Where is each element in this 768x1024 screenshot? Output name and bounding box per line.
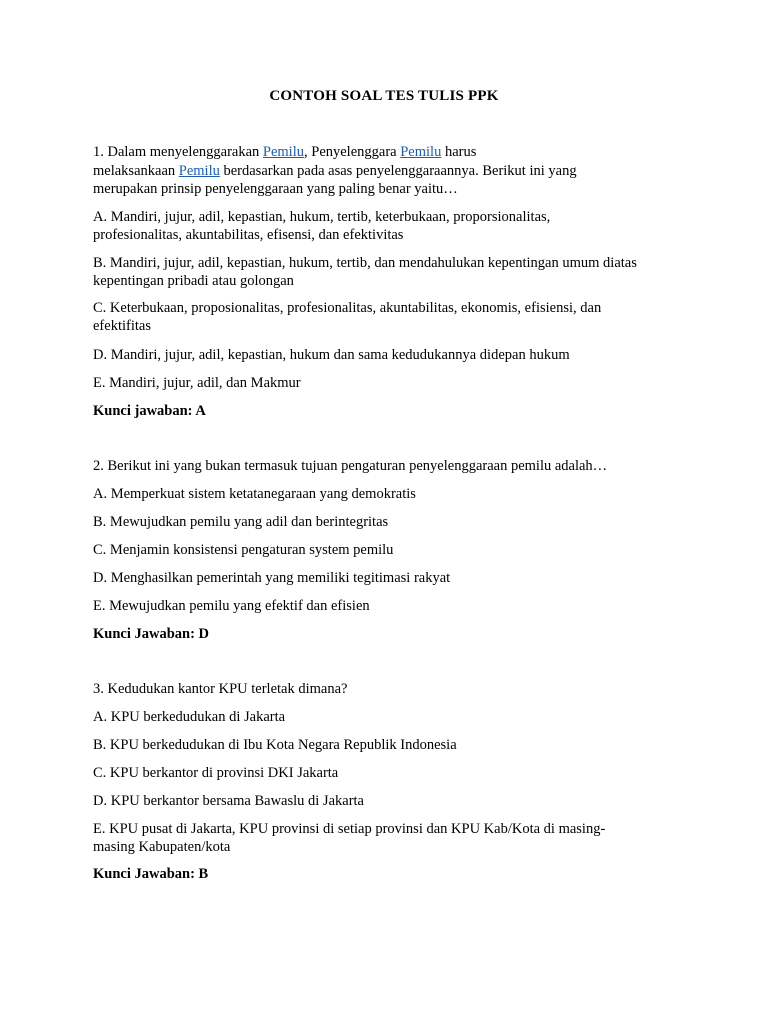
q3-option-b: B. KPU berkedudukan di Ibu Kota Negara Republik Indonesia <box>93 737 457 753</box>
q2-answer-key: Kunci Jawaban: D <box>93 626 210 642</box>
q2-option-b: B. Mewujudkan pemilu yang adil dan berintegritas <box>93 514 389 530</box>
q1-option-b: B. Mandiri, jujur, adil, kepastian, hukum, tertib, dan mendahulukan kepentingan umum diatas <box>93 255 637 271</box>
pemilu-link[interactable]: Pemilu <box>262 144 304 160</box>
page-title: CONTOH SOAL TES TULIS PPK <box>269 88 499 104</box>
q1-text-c: harus <box>441 144 477 160</box>
q1-option-a: A. Mandiri, jujur, adil, kepastian, hukum, tertib, keterbukaan, proporsionalitas, <box>93 209 551 225</box>
q2-option-d: D. Menghasilkan pemerintah yang memiliki tegitimasi rakyat <box>93 570 451 586</box>
q1-text-e: berdasarkan pada asas penyelenggaraannya. Berikut ini yang <box>219 163 577 179</box>
q3-option-a: A. KPU berkedudukan di Jakarta <box>93 709 286 725</box>
q3-option-d: D. KPU berkantor bersama Bawaslu di Jakarta <box>93 793 364 809</box>
q1-question-line-1 <box>93 143 476 161</box>
q1-option-d: D. Mandiri, jujur, adil, kepastian, hukum dan sama kedudukannya didepan hukum <box>93 347 570 363</box>
q3-question: 3. Kedudukan kantor KPU terletak dimana? <box>93 681 348 697</box>
q3-option-e-cont: masing Kabupaten/kota <box>93 839 231 855</box>
q1-answer-key: Kunci jawaban: A <box>93 403 206 419</box>
q1-question-line-2 <box>93 162 577 180</box>
q1-question-line-3: merupakan prinsip penyelenggaraan yang paling benar yaitu… <box>93 181 458 197</box>
q1-option-e: E. Mandiri, jujur, adil, dan Makmur <box>93 375 301 391</box>
q1-option-a-cont: profesionalitas, akuntabilitas, efisensi, dan efektivitas <box>93 227 404 243</box>
q1-option-b-cont: kepentingan pribadi atau golongan <box>93 273 294 289</box>
q3-answer-key: Kunci Jawaban: B <box>93 866 209 882</box>
q2-option-c: C. Menjamin konsistensi pengaturan system pemilu <box>93 542 394 558</box>
q1-option-c-cont: efektifitas <box>93 318 151 334</box>
q3-option-e: E. KPU pusat di Jakarta, KPU provinsi di setiap provinsi dan KPU Kab/Kota di masing- <box>93 821 606 837</box>
pemilu-link[interactable]: Pemilu <box>400 144 442 160</box>
q1-text-a: 1. Dalam menyelenggarakan <box>93 144 263 160</box>
q2-option-e: E. Mewujudkan pemilu yang efektif dan efisien <box>93 598 370 614</box>
pemilu-link[interactable]: Pemilu <box>178 163 220 179</box>
q2-option-a: A. Memperkuat sistem ketatanegaraan yang demokratis <box>93 486 416 502</box>
q1-text-b: , Penyelenggara <box>304 144 401 160</box>
q1-option-c: C. Keterbukaan, proposionalitas, profesionalitas, akuntabilitas, ekonomis, efisiensi, dan <box>93 300 602 316</box>
q1-text-d: melaksankaan <box>93 163 179 179</box>
q2-question: 2. Berikut ini yang bukan termasuk tujuan pengaturan penyelenggaraan pemilu adalah… <box>93 458 608 474</box>
q3-option-c: C. KPU berkantor di provinsi DKI Jakarta <box>93 765 339 781</box>
